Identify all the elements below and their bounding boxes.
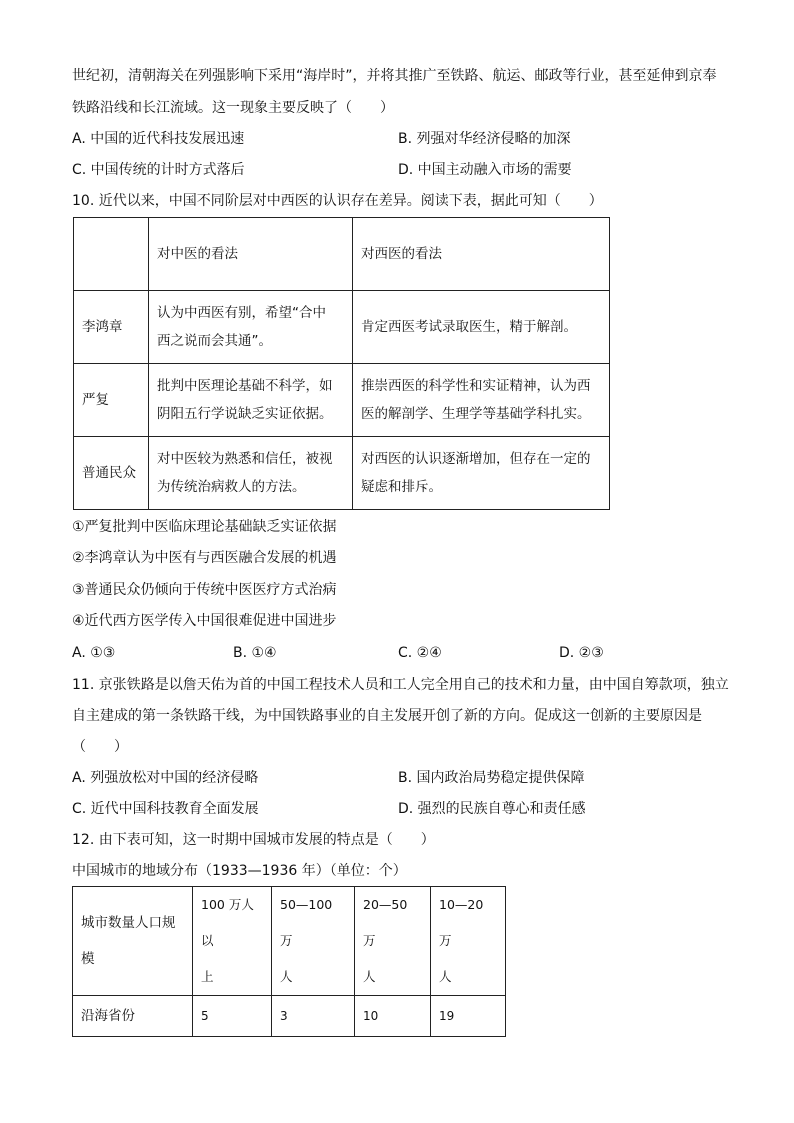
text-line: 城市数量人口规: [81, 915, 176, 931]
q12-table: [72, 886, 506, 1037]
q10-statement-3: ③普通民众仍倾向于传统中医医疗方式治病: [72, 582, 337, 598]
table-header-wm: 对西医的看法: [353, 218, 610, 291]
table-header-tcm: 对中医的看法: [149, 218, 353, 291]
row-wm-view: [353, 291, 610, 364]
q10-option-d[interactable]: D. ②③: [559, 645, 604, 661]
q10-statement-4: ④近代西方医学传入中国很难促进中国进步: [72, 613, 337, 629]
text-line: 100 万人以: [201, 897, 254, 948]
q11-option-a[interactable]: A. 列强放松对中国的经济侵略: [72, 770, 259, 786]
text-line: 为传统治病救人的方法。: [157, 479, 306, 495]
row-wm-view: [353, 364, 610, 437]
q9-stem-line1: 世纪初，清朝海关在列强影响下采用“海岸时”，并将其推广至铁路、航运、邮政等行业，甚至延伸到京奉: [72, 68, 717, 84]
row-tcm-view: [149, 437, 353, 510]
q10-stem: 10. 近代以来，中国不同阶层对中西医的认识存在差异。阅读下表，据此可知（ ）: [72, 193, 603, 209]
text-line: 10—20 万: [439, 897, 484, 948]
table-header-empty: [74, 218, 149, 291]
q9-stem-line2: 铁路沿线和长江流域。这一现象主要反映了（ ）: [72, 100, 394, 116]
q10-statement-1: ①严复批判中医临床理论基础缺乏实证依据: [72, 519, 337, 535]
cell-200k-500k: 10: [355, 996, 431, 1037]
text-line: 阴阳五行学说缺乏实证依据。: [157, 406, 333, 422]
header-over-1m: [193, 887, 272, 996]
q9-option-c[interactable]: C. 中国传统的计时方式落后: [72, 162, 245, 178]
header-100k-200k: [431, 887, 506, 996]
text-line: 模: [81, 951, 95, 967]
q10-option-c[interactable]: C. ②④: [398, 645, 442, 661]
row-person: 严复: [74, 364, 149, 437]
row-tcm-view: [149, 291, 353, 364]
text-line: 肯定西医考试录取医生，精于解剖。: [361, 319, 577, 335]
q11-option-b[interactable]: B. 国内政治局势稳定提供保障: [398, 770, 585, 786]
text-line: 批判中医理论基础不科学，如: [157, 378, 333, 394]
text-line: 对西医的认识逐渐增加，但存在一定的: [361, 451, 591, 467]
header-200k-500k: [355, 887, 431, 996]
text-line: 认为中西医有别，希望“合中: [157, 305, 326, 321]
cell-500k-1m: 3: [272, 996, 355, 1037]
row-person: 李鸿章: [74, 291, 149, 364]
table-row: [74, 364, 610, 437]
q12-table-caption: 中国城市的地域分布（1933—1936 年）（单位：个）: [72, 863, 407, 879]
q10-statement-2: ②李鸿章认为中医有与西医融合发展的机遇: [72, 550, 337, 566]
text-line: 20—50 万: [363, 897, 408, 948]
text-line: 上: [201, 969, 214, 984]
q10-table: [73, 217, 610, 510]
header-500k-1m: [272, 887, 355, 996]
row-wm-view: [353, 437, 610, 510]
row-region: 沿海省份: [73, 996, 193, 1037]
table-header-row: [74, 218, 610, 291]
text-line: 人: [280, 969, 293, 984]
q12-stem: 12. 由下表可知，这一时期中国城市发展的特点是（ ）: [72, 832, 435, 848]
cell-100k-200k: 19: [431, 996, 506, 1037]
q9-option-d[interactable]: D. 中国主动融入市场的需要: [398, 162, 572, 178]
q11-stem-line3: （ ）: [72, 739, 128, 755]
text-line: 50—100 万: [280, 897, 333, 948]
header-scale: [73, 887, 193, 996]
q11-stem-line2: 自主建成的第一条铁路干线，为中国铁路事业的自主发展开创了新的方向。促成这一创新的主要原因是: [72, 708, 702, 724]
text-line: 疑虑和排斥。: [361, 479, 442, 495]
table-row: [73, 996, 506, 1037]
row-person: 普通民众: [74, 437, 149, 510]
q11-option-c[interactable]: C. 近代中国科技教育全面发展: [72, 801, 259, 817]
row-tcm-view: [149, 364, 353, 437]
q10-option-a[interactable]: A. ①③: [72, 645, 116, 661]
q10-option-b[interactable]: B. ①④: [233, 645, 277, 661]
cell-over-1m: 5: [193, 996, 272, 1037]
text-line: 人: [363, 969, 376, 984]
table-row: [74, 437, 610, 510]
q9-option-b[interactable]: B. 列强对华经济侵略的加深: [398, 131, 571, 147]
table-header-row: [73, 887, 506, 996]
text-line: 医的解剖学、生理学等基础学科扎实。: [361, 406, 591, 422]
q11-stem-line1: 11. 京张铁路是以詹天佑为首的中国工程技术人员和工人完全用自己的技术和力量，由中国自筹款项，独立: [72, 677, 729, 693]
q9-option-a[interactable]: A. 中国的近代科技发展迅速: [72, 131, 245, 147]
text-line: 推崇西医的科学性和实证精神，认为西: [361, 378, 591, 394]
q11-option-d[interactable]: D. 强烈的民族自尊心和责任感: [398, 801, 586, 817]
text-line: 对中医较为熟悉和信任，被视: [157, 451, 333, 467]
text-line: 人: [439, 969, 452, 984]
text-line: 西之说而会其通”。: [157, 333, 272, 349]
table-row: [74, 291, 610, 364]
